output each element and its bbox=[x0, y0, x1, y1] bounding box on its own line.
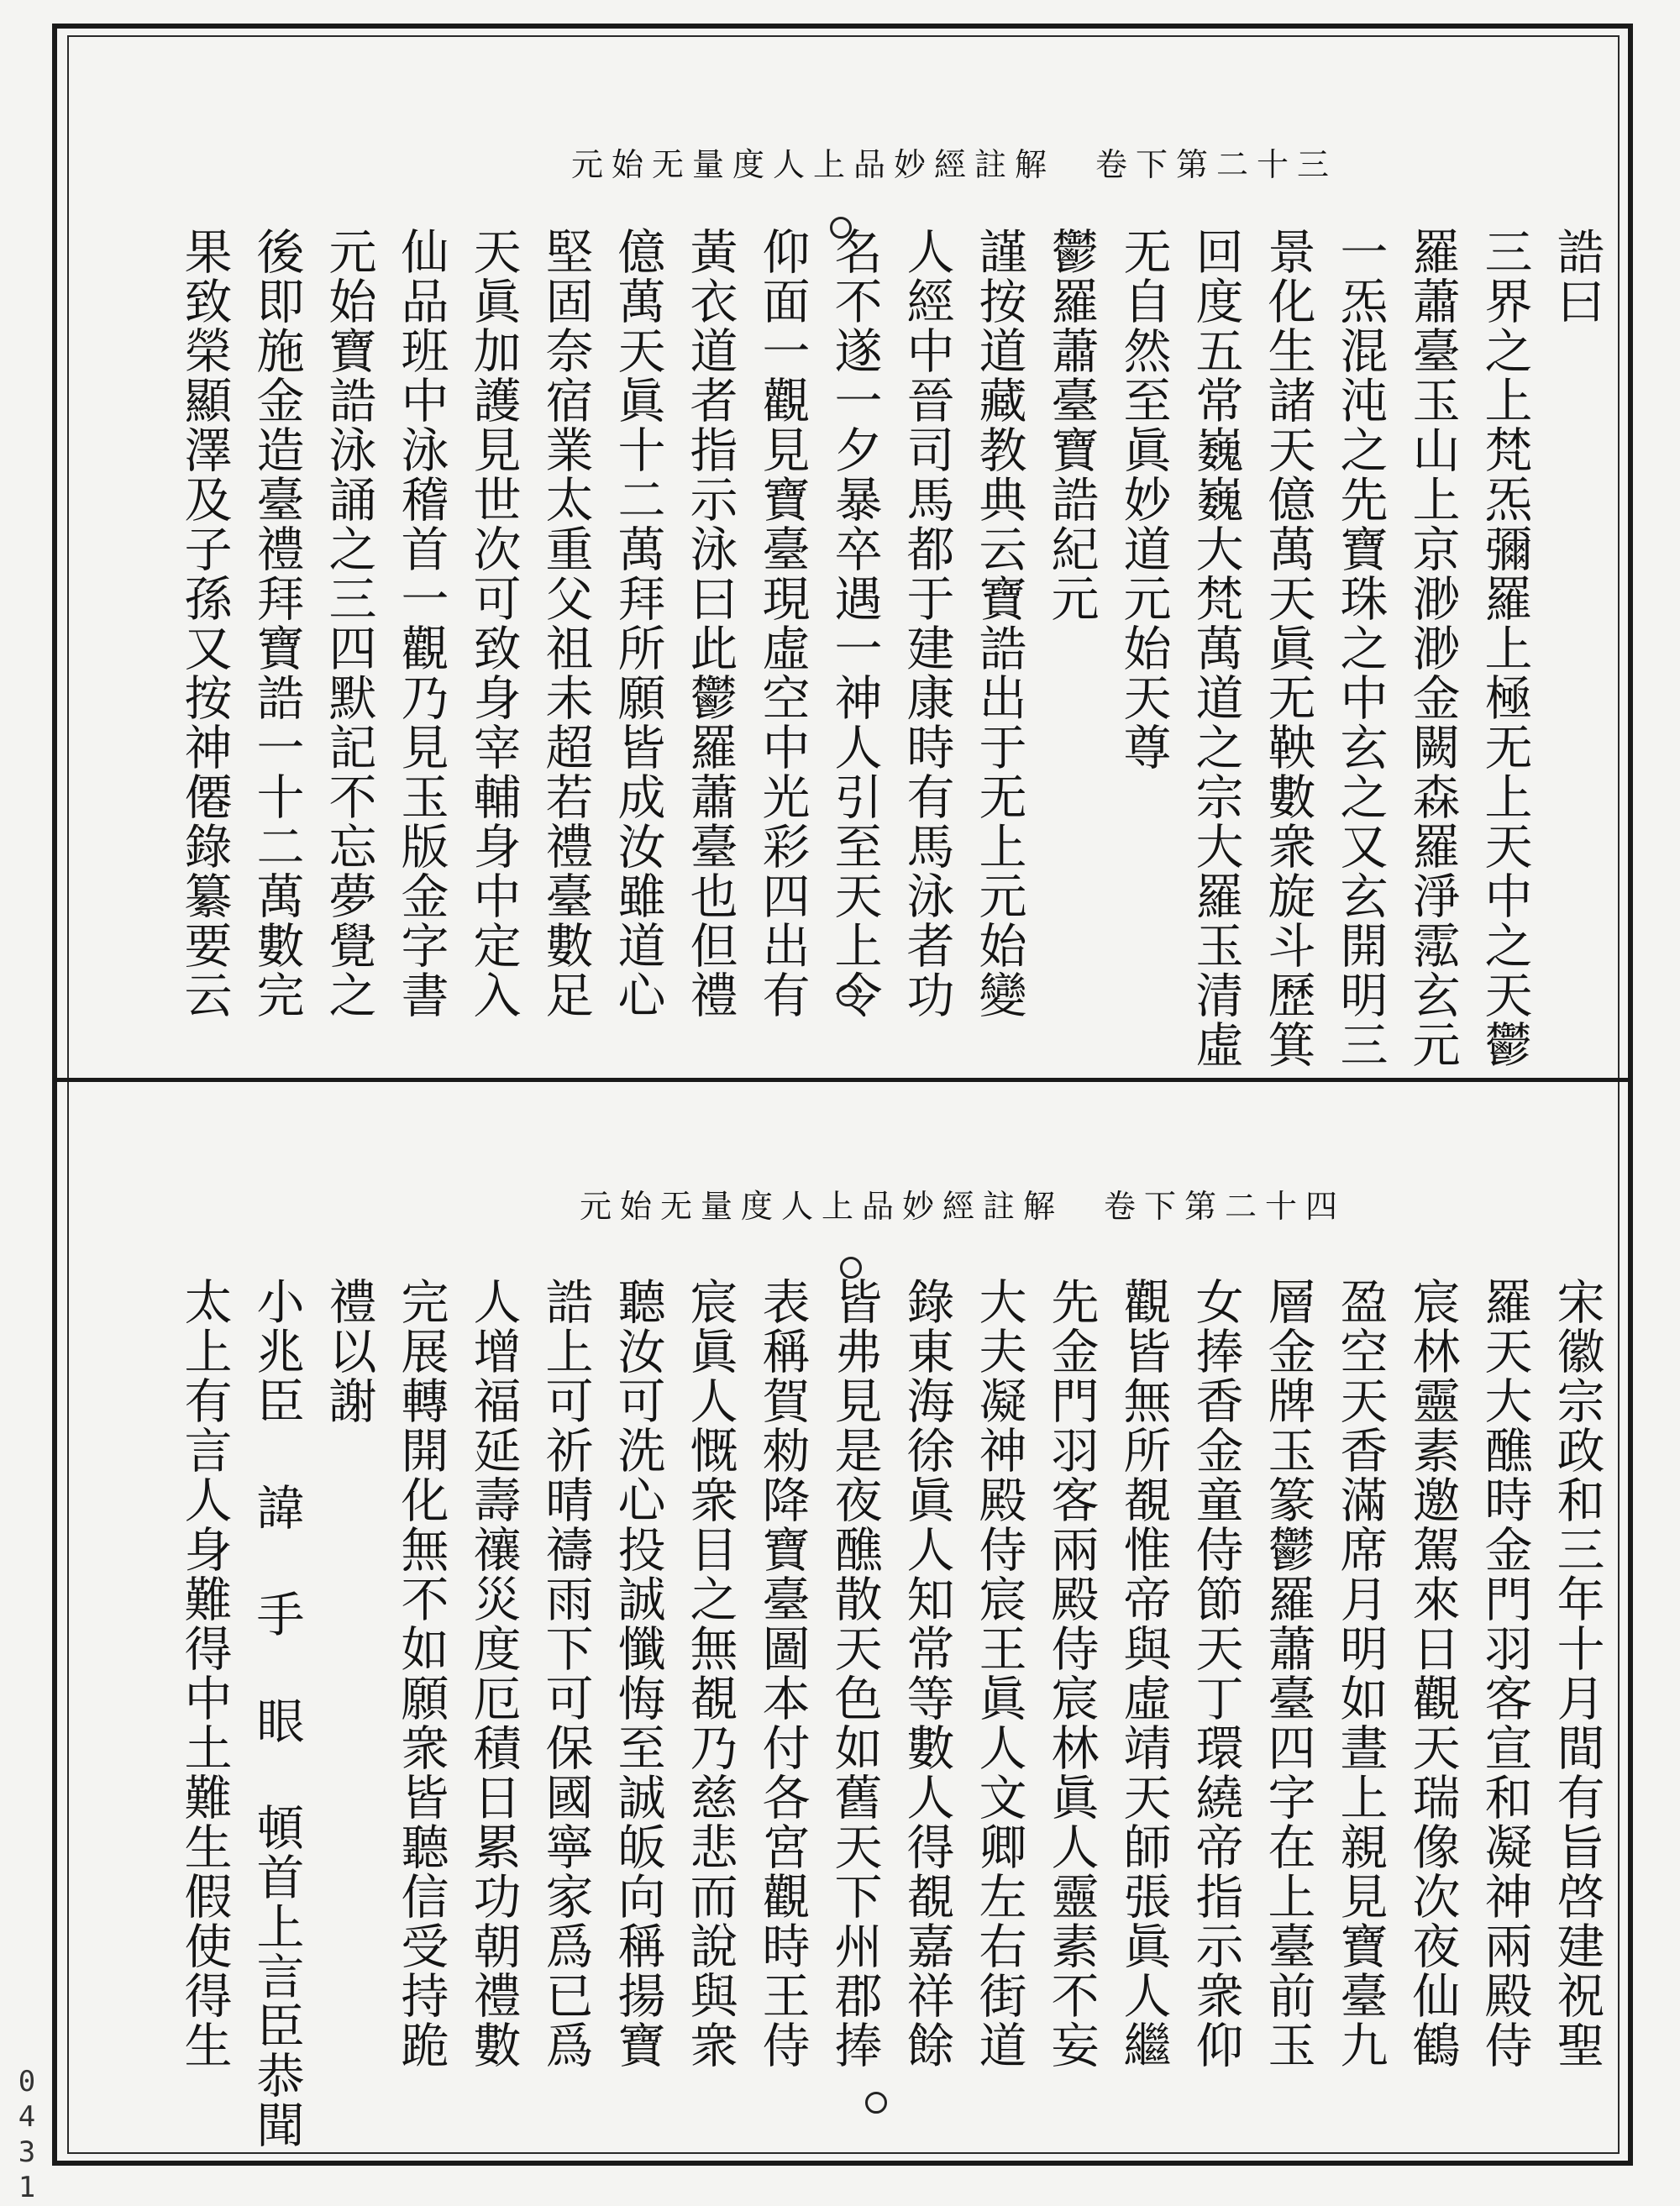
text-column: 完展轉開化無不如願衆皆聽信受持跪 bbox=[393, 1277, 449, 2070]
text-column: 宸眞人慨衆目之無覩乃慈悲而說與衆 bbox=[682, 1277, 738, 2070]
top-running-header: 元始无量度人上品妙經註解 卷下第二十三 bbox=[571, 146, 1338, 183]
text-column: 人經中晉司馬都于建康時有馬泳者功 bbox=[899, 227, 954, 1020]
text-column: 層金牌玉篆鬱羅蕭臺四字在上臺前玉 bbox=[1260, 1277, 1315, 2070]
text-column: 人增福延壽禳災度厄積日累功朝禮數 bbox=[465, 1277, 521, 2070]
text-column: 景化生諸天億萬天眞无鞅數衆旋斗歷箕 bbox=[1260, 227, 1315, 1069]
half-divider bbox=[52, 1078, 1633, 1082]
text-column: 仰面一觀見寶臺現虛空中光彩四出有 bbox=[754, 227, 810, 1020]
text-column: 太上有言人身難得中土難生假使得生 bbox=[176, 1277, 232, 2070]
text-column: 女捧香金童侍節天丁環繞帝指示衆仰 bbox=[1188, 1277, 1243, 2070]
text-column: 表稱賀勑降寶臺圖本付各宮觀時王侍 bbox=[754, 1277, 810, 2070]
text-column: 三界之上梵炁彌羅上極无上天中之天鬱 bbox=[1477, 227, 1532, 1069]
text-column: 大夫凝神殿侍宸王眞人文卿左右街道 bbox=[971, 1277, 1026, 2070]
text-column: 果致榮顯澤及子孫又按神僊錄纂要云 bbox=[176, 227, 232, 1020]
punctuation-circle-mark bbox=[840, 1257, 862, 1279]
text-column: 仙品班中泳稽首一觀乃見玉版金字書 bbox=[393, 227, 449, 1020]
text-column: 先金門羽客兩殿侍宸林眞人靈素不妄 bbox=[1043, 1277, 1099, 2070]
text-column: 億萬天眞十二萬拜所願皆成汝雖道心 bbox=[610, 227, 665, 1020]
text-column: 无自然至眞妙道元始天尊 bbox=[1116, 227, 1171, 772]
text-column: 誥上可祈晴禱雨下可保國寧家爲已爲 bbox=[538, 1277, 593, 2070]
text-column: 羅蕭臺玉山上京渺渺金闕森羅淨霐玄元 bbox=[1404, 227, 1460, 1069]
text-column: 宸林靈素邀駕來日觀天瑞像次夜仙鶴 bbox=[1404, 1277, 1460, 2070]
text-column: 元始寶誥泳誦之三四默記不忘夢覺之 bbox=[321, 227, 376, 1020]
page-side-number: 0431 bbox=[10, 2065, 44, 2206]
text-column: 羅天大醮時金門羽客宣和凝神兩殿侍 bbox=[1477, 1277, 1532, 2070]
text-column: 名不遂一夕暴卒遇一神人引至天上令 bbox=[827, 227, 882, 1020]
text-column: 錄東海徐眞人知常等數人得覩嘉祥餘 bbox=[899, 1277, 954, 2070]
text-column: 謹按道藏教典云寶誥出于无上元始變 bbox=[971, 227, 1026, 1020]
text-column: 盈空天香滿席月明如晝上親見寶臺九 bbox=[1332, 1277, 1388, 2070]
text-column: 回度五常巍巍大梵萬道之宗大羅玉清虛 bbox=[1188, 227, 1243, 1069]
text-column: 黃衣道者指示泳曰此鬱羅蕭臺也但禮 bbox=[682, 227, 738, 1020]
text-column: 鬱羅蕭臺寶誥紀元 bbox=[1043, 227, 1099, 623]
text-column: 一炁混沌之先寶珠之中玄之又玄開明三 bbox=[1332, 227, 1388, 1069]
text-column: 觀皆無所覩惟帝與虛靖天師張眞人繼 bbox=[1116, 1277, 1171, 2070]
text-column: 宋徽宗政和三年十月間有旨啓建祝聖 bbox=[1549, 1277, 1604, 2070]
text-column: 後即施金造臺禮拜寶誥一十二萬數完 bbox=[249, 227, 304, 1020]
bottom-running-header: 元始无量度人上品妙經註解 卷下第二十四 bbox=[580, 1188, 1347, 1225]
text-column: 堅固奈宿業太重父祖未超若禮臺數足 bbox=[538, 227, 593, 1020]
text-column: 天眞加護見世次可致身宰輔身中定入 bbox=[465, 227, 521, 1020]
text-column: 小兆臣 諱 手 眼 頓首上言臣恭聞 bbox=[249, 1277, 304, 2150]
text-column: 誥曰 bbox=[1549, 227, 1604, 326]
text-column: 聽汝可洗心投誠懺悔至誠皈向稱揚寶 bbox=[610, 1277, 665, 2070]
text-column: 皆弗見是夜醮散天色如舊天下州郡捧 bbox=[827, 1277, 882, 2070]
text-column: 禮以謝 bbox=[321, 1277, 376, 1426]
